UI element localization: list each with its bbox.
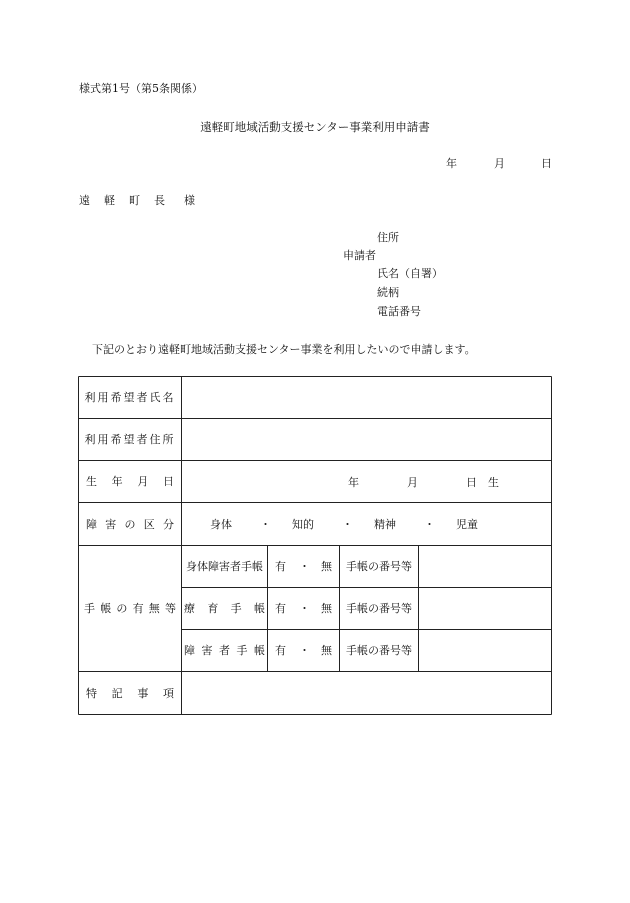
handbook-type-rehabilitation [184, 588, 265, 629]
handbook-no-option[interactable]: 無 [321, 644, 332, 657]
disability-separator: ・ [424, 518, 435, 531]
date-month-label: 月 [494, 157, 505, 170]
disability-option-physical[interactable]: 身体 [210, 518, 232, 531]
birthdate-year-label: 年 [348, 476, 359, 489]
notes-label-char: 事 [137, 686, 149, 700]
rehab-char: 療 [184, 602, 195, 615]
disability-category-label [86, 503, 174, 545]
handbook-type-physical: 身体障害者手帳 [186, 560, 263, 573]
handbook-number-field-disability[interactable] [419, 630, 551, 671]
birthdate-month-label: 月 [407, 476, 418, 489]
handbook-label-char: 有 [132, 602, 144, 615]
handbook-no-option[interactable]: 無 [321, 602, 332, 615]
handbook-label [84, 546, 176, 671]
birthdate-label-char: 月 [137, 475, 149, 488]
handbook-number-label: 手帳の番号等 [346, 602, 412, 615]
handbook-label-char: 帳 [100, 602, 112, 615]
birthdate-label-char: 日 [162, 475, 174, 488]
user-address-field[interactable] [182, 419, 551, 460]
disab-char: 者 [219, 644, 230, 657]
disability-label-char: 区 [143, 517, 155, 531]
handbook-number-label: 手帳の番号等 [346, 560, 412, 573]
addressee-honorific: 様 [184, 194, 195, 207]
handbook-label-char: 無 [148, 602, 160, 615]
handbook-separator: ・ [299, 560, 310, 573]
birthdate-label [86, 461, 174, 502]
disab-char: 手 [236, 644, 248, 657]
handbook-separator: ・ [299, 602, 310, 615]
birthdate-day-label: 日 生 [466, 476, 499, 489]
disability-label-char: 分 [163, 517, 174, 531]
disab-char: 帳 [254, 644, 265, 657]
special-notes-field[interactable] [182, 672, 551, 714]
handbook-no-option[interactable]: 無 [321, 560, 332, 573]
notes-label-char: 記 [111, 686, 123, 700]
rehab-char: 手 [230, 602, 242, 615]
disability-options [182, 503, 551, 545]
handbook-number-field-rehabilitation[interactable] [419, 588, 551, 629]
user-name-label: 利用希望者氏名 [84, 391, 176, 404]
birthdate-label-char: 生 [86, 475, 97, 488]
rehab-char: 育 [207, 602, 219, 615]
user-address-label: 利用希望者住所 [84, 433, 176, 446]
handbook-yes-option[interactable]: 有 [275, 644, 286, 657]
handbook-yes-option[interactable]: 有 [275, 560, 286, 573]
date-year-label: 年 [446, 157, 457, 170]
disab-char: 害 [201, 644, 213, 657]
handbook-label-char: 手 [84, 602, 95, 615]
handbook-possession-disability [268, 630, 339, 671]
addressee-name: 遠軽町長 [79, 194, 179, 207]
handbook-number-field-physical[interactable] [419, 546, 551, 587]
handbook-label-char: の [116, 602, 128, 615]
birthdate-label-char: 年 [111, 475, 123, 488]
handbook-separator: ・ [299, 644, 310, 657]
disability-label-char: の [124, 517, 136, 531]
disability-option-mental[interactable]: 精神 [374, 518, 396, 531]
special-notes-label [86, 672, 174, 714]
applicant-label: 申請者 [343, 249, 376, 262]
handbook-yes-option[interactable]: 有 [275, 602, 286, 615]
applicant-address-label: 住所 [377, 231, 399, 244]
applicant-phone-label: 電話番号 [377, 305, 421, 318]
handbook-possession-physical [268, 546, 339, 587]
disability-option-intellectual[interactable]: 知的 [292, 518, 314, 531]
handbook-possession-rehabilitation [268, 588, 339, 629]
disability-label-char: 害 [105, 517, 117, 531]
application-statement: 下記のとおり遠軽町地域活動支援センター事業を利用したいので申請します。 [92, 343, 476, 356]
disability-separator: ・ [342, 518, 353, 531]
rehab-char: 帳 [253, 602, 265, 615]
date-day-label: 日 [541, 157, 552, 170]
user-name-field[interactable] [182, 377, 551, 418]
disab-char: 障 [184, 644, 195, 657]
disability-separator: ・ [260, 518, 271, 531]
form-number-label: 様式第1号（第5条関係） [79, 82, 203, 95]
birthdate-field[interactable] [182, 461, 551, 502]
applicant-name-label: 氏名（自署） [377, 267, 443, 280]
handbook-type-disability [184, 630, 265, 671]
document-title: 遠軽町地域活動支援センター事業利用申請書 [200, 120, 430, 134]
handbook-number-label: 手帳の番号等 [346, 644, 412, 657]
notes-label-char: 特 [86, 686, 97, 700]
handbook-label-char: 等 [164, 602, 176, 615]
notes-label-char: 項 [162, 686, 174, 700]
disability-label-char: 障 [86, 517, 97, 531]
disability-option-child[interactable]: 児童 [456, 518, 478, 531]
applicant-relation-label: 続柄 [377, 286, 399, 299]
